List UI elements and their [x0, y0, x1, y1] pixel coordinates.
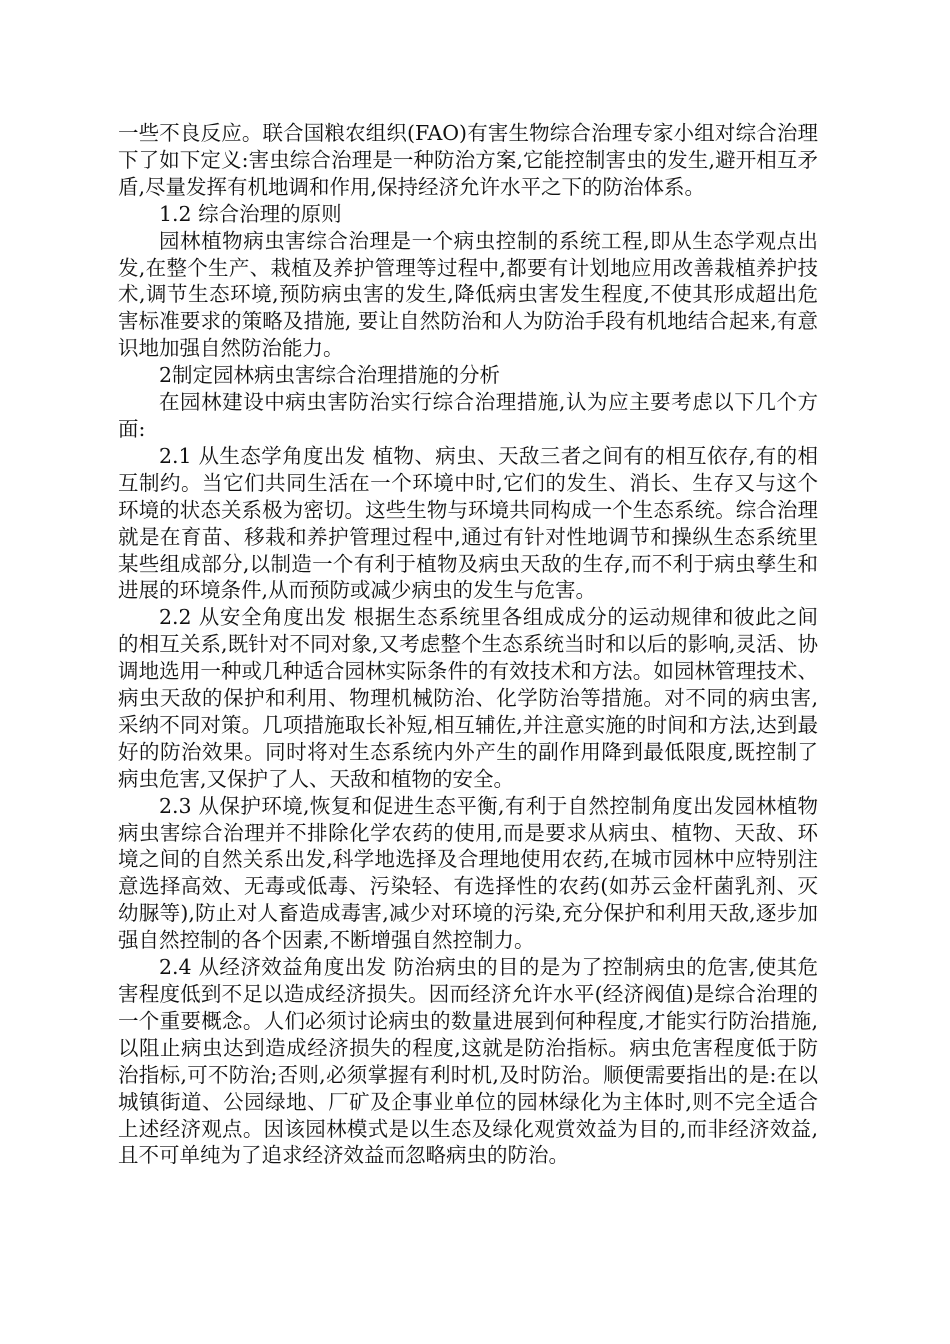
paragraph-2-4-economic: 2.4 从经济效益角度出发 防治病虫的目的是为了控制病虫的危害,使其危害程度低到不足以造成经济损失。因而经济允许水平(经济阀值)是综合治理的一个重要概念。人们必须讨论病虫的数量进展到何种程度,才能实行防治措施,以阻止病虫达到造成经济损失的程度,这就是防治指标。病虫危害程度低于防治指标,可不防治;否则,必须掌握有利时机,及时防治。顺便需要指出的是:在以城镇街道、公园绿地、厂矿及企事业单位的园林绿化为主体时,则不完全适合上述经济观点。因该园林模式是以生态及绿化观赏效益为目的,而非经济效益,且不可单纯为了追求经济效益而忽略病虫的防治。 — [118, 955, 818, 1168]
section-heading-2: 2制定园林病虫害综合治理措施的分析 — [159, 363, 501, 388]
paragraph-2-1-ecology: 2.1 从生态学角度出发 植物、病虫、天敌三者之间有的相互依存,有的相互制约。当它们共同生活在一个环境中时,它们的发生、消长、生存又与这个环境的状态关系极为密切。这些生物与环境共同构成一个生态系统。综合治理就是在育苗、移栽和养护管理过程中,通过有针对性地调节和操纵生态系统里某些组成部分,以制造一个有利于植物及病虫天敌的生存,而不利于病虫孳生和进展的环境条件,从而预防或减少病虫的发生与危害。 — [118, 443, 818, 603]
paragraph-2-3-environment: 2.3 从保护环境,恢复和促进生态平衡,有利于自然控制角度出发园林植物病虫害综合治理并不排除化学农药的使用,而是要求从病虫、植物、天敌、环境之间的自然关系出发,科学地选择及合理地使用农药,在城市园林中应特别注意选择高效、无毒或低毒、污染轻、有选择性的农药(如苏云金杆菌乳剂、灭幼脲等),防止对人畜造成毒害,减少对环境的污染,充分保护和利用天敌,逐步加强自然控制的各个因素,不断增强自然控制力。 — [118, 793, 818, 953]
paragraph-definition: 一些不良反应。联合国粮农组织(FAO)有害生物综合治理专家小组对综合治理下了如下定义:害虫综合治理是一种防治方案,它能控制害虫的发生,避开相互矛盾,尽量发挥有机地调和作用,保持经济允许水平之下的防治体系。 — [118, 121, 818, 199]
paragraph-2-2-safety: 2.2 从安全角度出发 根据生态系统里各组成成分的运动规律和彼此之间的相互关系,既针对不同对象,又考虑整个生态系统当时和以后的影响,灵活、协调地选用一种或几种适合园林实际条件的有效技术和方法。如园林管理技术、病虫天敌的保护和利用、物理机械防治、化学防治等措施。对不同的病虫害,采纳不同对策。几项措施取长补短,相互辅佐,并注意实施的时间和方法,达到最好的防治效果。同时将对生态系统内外产生的副作用降到最低限度,既控制了病虫危害,又保护了人、天敌和植物的安全。 — [118, 605, 818, 791]
document-page — [118, 120, 818, 1169]
section-heading-1-2: 1.2 综合治理的原则 — [159, 201, 342, 226]
paragraph-intro-aspects: 在园林建设中病虫害防治实行综合治理措施,认为应主要考虑以下几个方面: — [118, 390, 818, 441]
paragraph-principles: 园林植物病虫害综合治理是一个病虫控制的系统工程,即从生态学观点出发,在整个生产、栽植及养护管理等过程中,都要有计划地应用改善栽植养护技术,调节生态环境,预防病虫害的发生,降低病虫害发生程度,不使其形成超出危害标准要求的策略及措施, 要让自然防治和人为防治手段有机地结合起来,有意识地加强自然防治能力。 — [118, 228, 818, 361]
